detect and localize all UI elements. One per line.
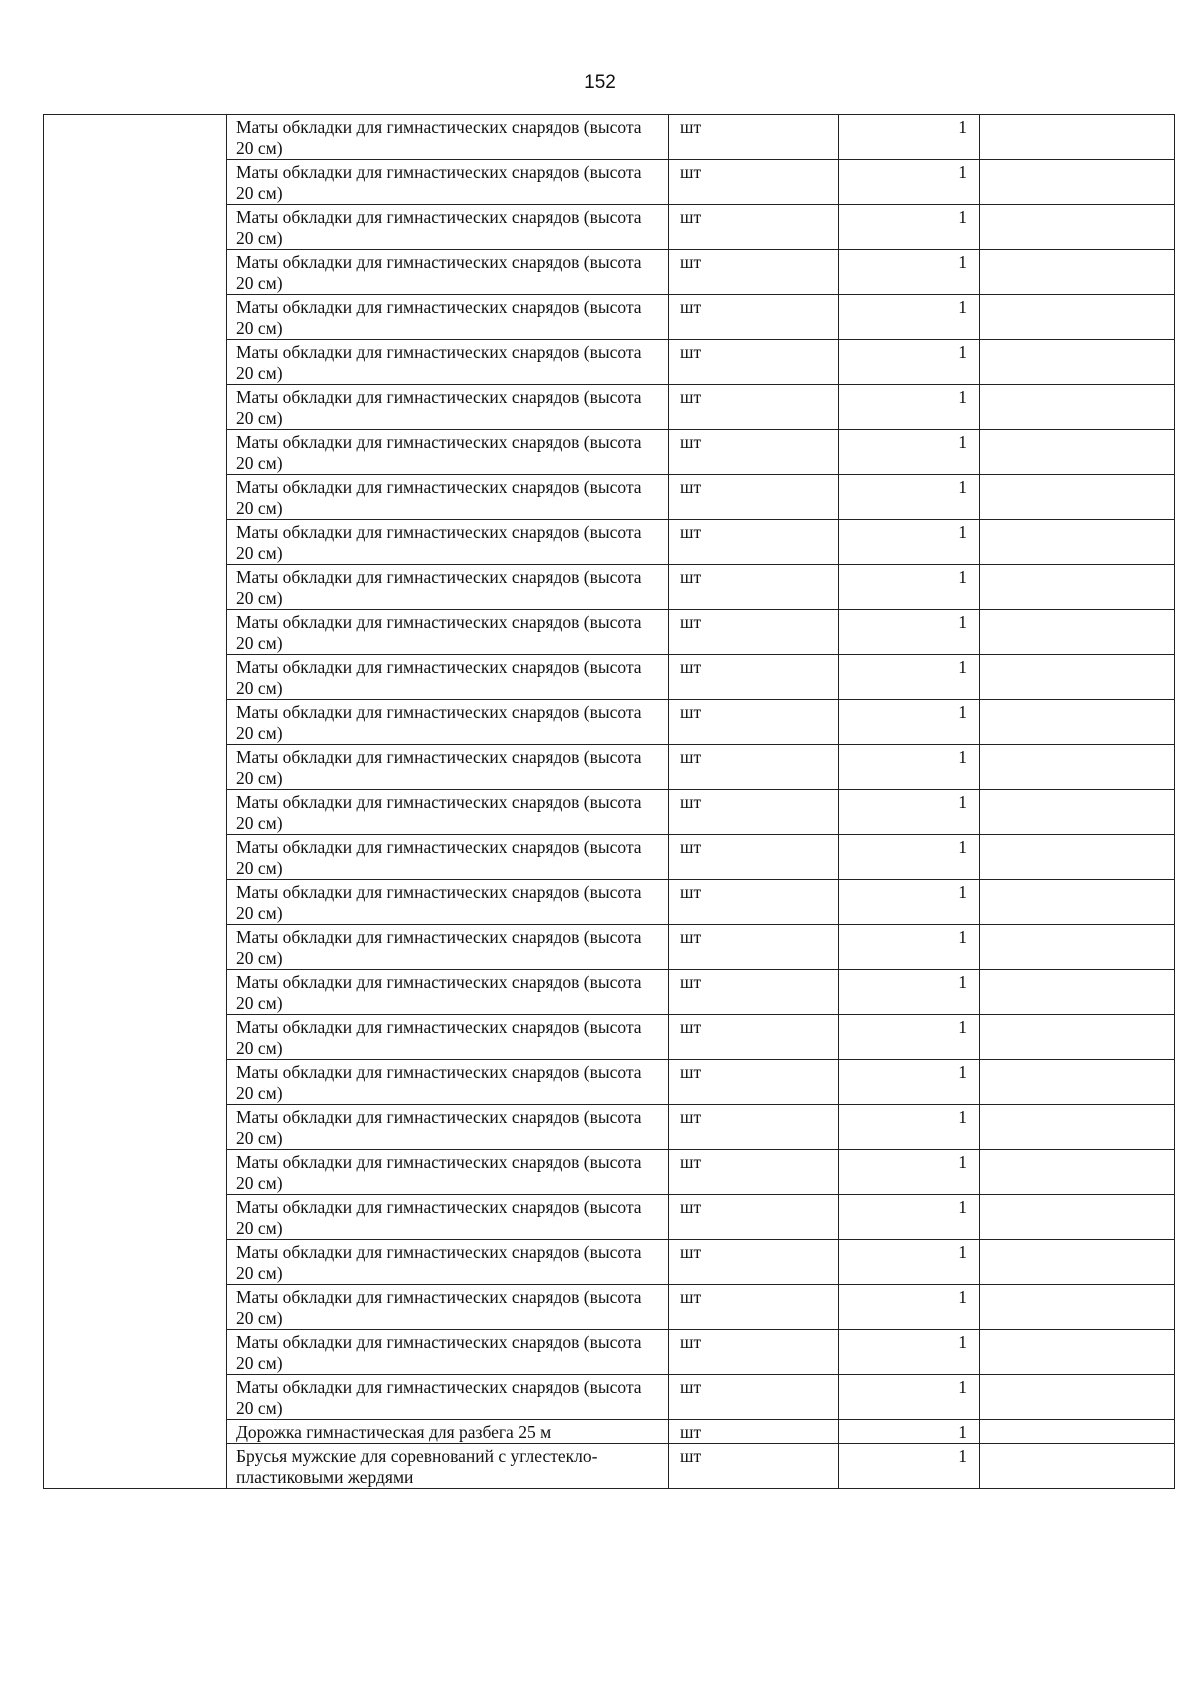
unit-cell: шт: [669, 880, 839, 925]
note-cell: [980, 475, 1175, 520]
quantity-cell: 1: [839, 1015, 980, 1060]
quantity-cell: 1: [839, 700, 980, 745]
note-cell: [980, 745, 1175, 790]
unit-cell: шт: [669, 835, 839, 880]
unit-cell: шт: [669, 655, 839, 700]
quantity-cell: 1: [839, 1330, 980, 1375]
unit-cell: шт: [669, 1060, 839, 1105]
note-cell: [980, 115, 1175, 160]
unit-cell: шт: [669, 1444, 839, 1489]
quantity-cell: 1: [839, 790, 980, 835]
unit-cell: шт: [669, 565, 839, 610]
note-cell: [980, 1195, 1175, 1240]
note-cell: [980, 565, 1175, 610]
unit-cell: шт: [669, 1195, 839, 1240]
quantity-cell: 1: [839, 970, 980, 1015]
item-name-cell: Маты обкладки для гимнастических снарядов (высота 20 см): [227, 790, 669, 835]
unit-cell: шт: [669, 1150, 839, 1195]
item-name-cell: Маты обкладки для гимнастических снарядов (высота 20 см): [227, 565, 669, 610]
note-cell: [980, 205, 1175, 250]
unit-cell: шт: [669, 1420, 839, 1444]
quantity-cell: 1: [839, 475, 980, 520]
quantity-cell: 1: [839, 340, 980, 385]
note-cell: [980, 340, 1175, 385]
item-name-cell: Маты обкладки для гимнастических снарядов (высота 20 см): [227, 340, 669, 385]
note-cell: [980, 655, 1175, 700]
note-cell: [980, 250, 1175, 295]
quantity-cell: 1: [839, 1195, 980, 1240]
unit-cell: шт: [669, 520, 839, 565]
item-name-cell: Маты обкладки для гимнастических снарядов (высота 20 см): [227, 1060, 669, 1105]
equipment-table-body: [44, 115, 1175, 1489]
unit-cell: шт: [669, 340, 839, 385]
quantity-cell: 1: [839, 1150, 980, 1195]
note-cell: [980, 610, 1175, 655]
quantity-cell: 1: [839, 925, 980, 970]
note-cell: [980, 295, 1175, 340]
item-name-cell: Маты обкладки для гимнастических снарядов (высота 20 см): [227, 1150, 669, 1195]
quantity-cell: 1: [839, 835, 980, 880]
quantity-cell: 1: [839, 430, 980, 475]
note-cell: [980, 520, 1175, 565]
unit-cell: шт: [669, 745, 839, 790]
unit-cell: шт: [669, 610, 839, 655]
note-cell: [980, 835, 1175, 880]
unit-cell: шт: [669, 205, 839, 250]
note-cell: [980, 1420, 1175, 1444]
item-name-cell: Маты обкладки для гимнастических снарядов (высота 20 см): [227, 1375, 669, 1420]
note-cell: [980, 880, 1175, 925]
quantity-cell: 1: [839, 880, 980, 925]
item-name-cell: Маты обкладки для гимнастических снарядов (высота 20 см): [227, 160, 669, 205]
note-cell: [980, 1150, 1175, 1195]
item-name-cell: Маты обкладки для гимнастических снарядов (высота 20 см): [227, 250, 669, 295]
item-name-cell: Маты обкладки для гимнастических снарядов (высота 20 см): [227, 430, 669, 475]
item-name-cell: Маты обкладки для гимнастических снарядов (высота 20 см): [227, 1195, 669, 1240]
item-name-cell: Маты обкладки для гимнастических снарядов (высота 20 см): [227, 1015, 669, 1060]
note-cell: [980, 160, 1175, 205]
equipment-table: [43, 114, 1175, 1489]
quantity-cell: 1: [839, 655, 980, 700]
note-cell: [980, 1105, 1175, 1150]
item-name-cell: Маты обкладки для гимнастических снарядов (высота 20 см): [227, 1240, 669, 1285]
item-name-cell: Маты обкладки для гимнастических снарядов (высота 20 см): [227, 115, 669, 160]
note-cell: [980, 1060, 1175, 1105]
item-name-cell: Дорожка гимнастическая для разбега 25 м: [227, 1420, 669, 1444]
note-cell: [980, 385, 1175, 430]
unit-cell: шт: [669, 475, 839, 520]
quantity-cell: 1: [839, 520, 980, 565]
quantity-cell: 1: [839, 610, 980, 655]
item-name-cell: Маты обкладки для гимнастических снарядов (высота 20 см): [227, 385, 669, 430]
quantity-cell: 1: [839, 205, 980, 250]
quantity-cell: 1: [839, 250, 980, 295]
unit-cell: шт: [669, 295, 839, 340]
note-cell: [980, 1330, 1175, 1375]
quantity-cell: 1: [839, 565, 980, 610]
quantity-cell: 1: [839, 1420, 980, 1444]
unit-cell: шт: [669, 790, 839, 835]
item-name-cell: Маты обкладки для гимнастических снарядов (высота 20 см): [227, 610, 669, 655]
unit-cell: шт: [669, 970, 839, 1015]
quantity-cell: 1: [839, 1060, 980, 1105]
unit-cell: шт: [669, 700, 839, 745]
quantity-cell: 1: [839, 1105, 980, 1150]
item-name-cell: Маты обкладки для гимнастических снарядов (высота 20 см): [227, 880, 669, 925]
unit-cell: шт: [669, 115, 839, 160]
item-name-cell: Маты обкладки для гимнастических снарядов (высота 20 см): [227, 745, 669, 790]
note-cell: [980, 1240, 1175, 1285]
unit-cell: шт: [669, 1105, 839, 1150]
unit-cell: шт: [669, 925, 839, 970]
item-name-cell: Маты обкладки для гимнастических снарядов (высота 20 см): [227, 1330, 669, 1375]
quantity-cell: 1: [839, 295, 980, 340]
note-cell: [980, 1444, 1175, 1489]
quantity-cell: 1: [839, 160, 980, 205]
quantity-cell: 1: [839, 115, 980, 160]
item-name-cell: Маты обкладки для гимнастических снарядов (высота 20 см): [227, 655, 669, 700]
item-name-cell: Маты обкладки для гимнастических снарядов (высота 20 см): [227, 970, 669, 1015]
note-cell: [980, 1015, 1175, 1060]
quantity-cell: 1: [839, 1444, 980, 1489]
note-cell: [980, 1285, 1175, 1330]
item-name-cell: Маты обкладки для гимнастических снарядов (высота 20 см): [227, 1105, 669, 1150]
item-name-cell: Маты обкладки для гимнастических снарядов (высота 20 см): [227, 295, 669, 340]
quantity-cell: 1: [839, 1240, 980, 1285]
item-name-cell: Маты обкладки для гимнастических снарядов (высота 20 см): [227, 700, 669, 745]
note-cell: [980, 790, 1175, 835]
item-name-cell: Маты обкладки для гимнастических снарядов (высота 20 см): [227, 205, 669, 250]
unit-cell: шт: [669, 430, 839, 475]
note-cell: [980, 970, 1175, 1015]
item-name-cell: Маты обкладки для гимнастических снарядов (высота 20 см): [227, 925, 669, 970]
unit-cell: шт: [669, 1240, 839, 1285]
item-name-cell: Маты обкладки для гимнастических снарядов (высота 20 см): [227, 520, 669, 565]
section-cell: [44, 115, 227, 1489]
unit-cell: шт: [669, 1330, 839, 1375]
item-name-cell: Маты обкладки для гимнастических снарядов (высота 20 см): [227, 835, 669, 880]
unit-cell: шт: [669, 1015, 839, 1060]
unit-cell: шт: [669, 250, 839, 295]
quantity-cell: 1: [839, 745, 980, 790]
quantity-cell: 1: [839, 385, 980, 430]
note-cell: [980, 925, 1175, 970]
note-cell: [980, 430, 1175, 475]
quantity-cell: 1: [839, 1285, 980, 1330]
item-name-cell: Маты обкладки для гимнастических снарядов (высота 20 см): [227, 1285, 669, 1330]
note-cell: [980, 700, 1175, 745]
page-number: 152: [584, 72, 616, 93]
quantity-cell: 1: [839, 1375, 980, 1420]
note-cell: [980, 1375, 1175, 1420]
unit-cell: шт: [669, 1285, 839, 1330]
table-row: [44, 115, 1175, 160]
item-name-cell: Брусья мужские для соревнований с углестекло-пластиковыми жердями: [227, 1444, 669, 1489]
item-name-cell: Маты обкладки для гимнастических снарядов (высота 20 см): [227, 475, 669, 520]
unit-cell: шт: [669, 1375, 839, 1420]
unit-cell: шт: [669, 385, 839, 430]
unit-cell: шт: [669, 160, 839, 205]
